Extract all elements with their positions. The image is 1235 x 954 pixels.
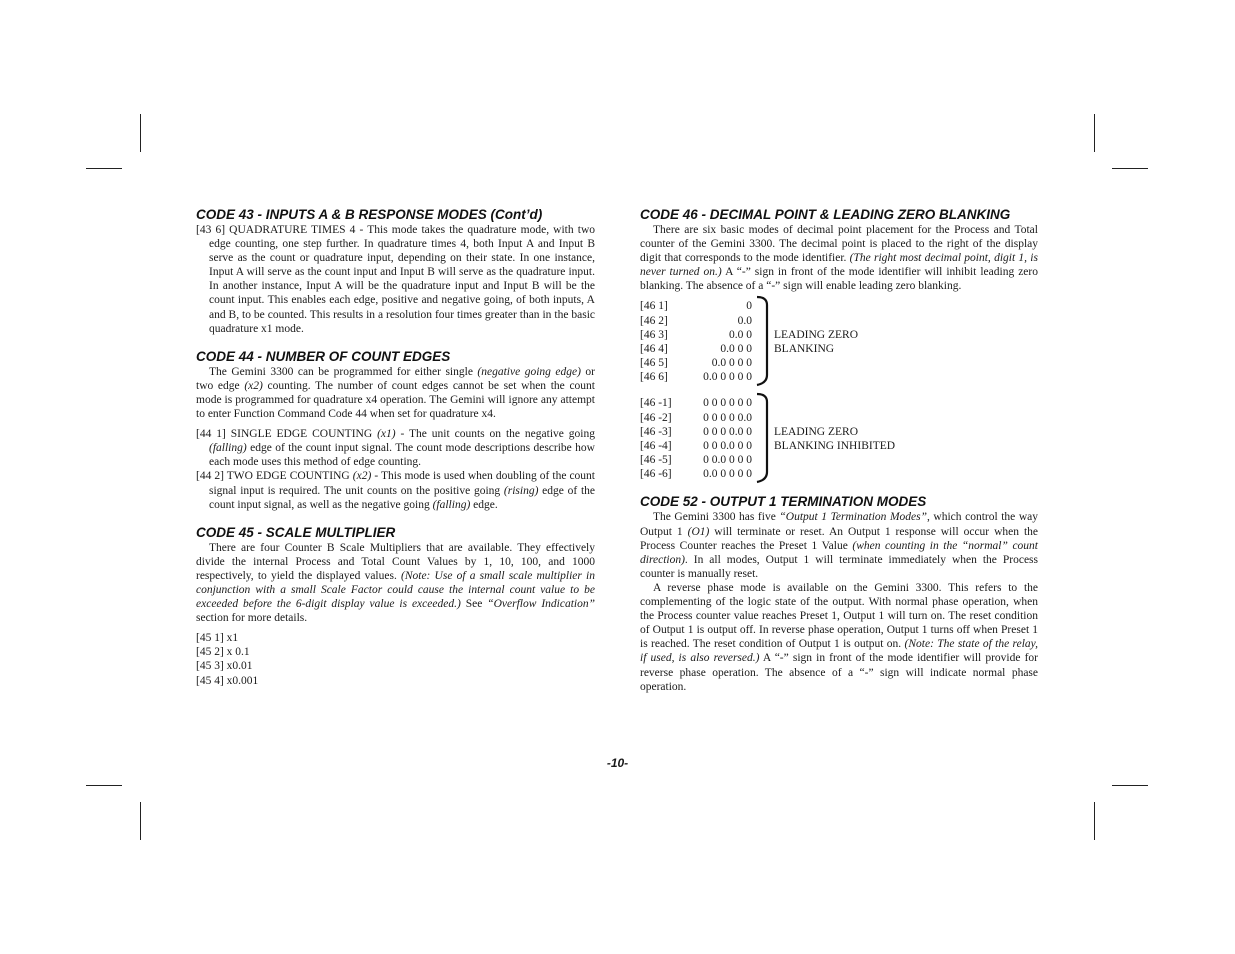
code52-emphasis: “Output 1 Termination Modes”	[779, 511, 927, 524]
table-row	[640, 411, 1038, 425]
mode-display: 0.0 0 0 0	[711, 356, 752, 369]
group-label: BLANKING	[774, 342, 835, 355]
code44-item-2	[196, 469, 595, 511]
code52-text: will terminate or reset. An Output 1 response will occur when the Process Counter reaches the Preset 1 Value	[640, 525, 1038, 552]
table-row	[640, 439, 1038, 453]
code46-note: (The right most decimal point, digit 1, is never turned on.)	[640, 252, 1038, 279]
table-row	[640, 453, 1038, 467]
crop-mark	[140, 802, 141, 840]
mode-display: 0.0	[737, 314, 752, 327]
crop-mark	[1112, 168, 1148, 169]
list-item: [45 1] x1	[196, 632, 239, 645]
code44-emphasis: (negative going edge)	[477, 365, 581, 378]
crop-mark	[140, 114, 141, 152]
code45-text: There are four Counter B Scale Multipliers that are available. They effectively divide the internal Process and Total Count Values by 1, 10, 100, and 1000 respectively, to yield the displayed values.	[196, 541, 595, 582]
crop-mark	[1094, 802, 1095, 840]
group-label: LEADING ZERO	[774, 425, 858, 438]
mode-code: [46 -2]	[640, 411, 672, 424]
mode-code: [46 1]	[640, 300, 668, 313]
table-row	[640, 425, 1038, 439]
curly-bracket-icon	[755, 392, 771, 484]
table-row	[640, 356, 1038, 370]
code52-text: . In all modes, Output 1 will terminate immediately when the Process counter is manually reset.	[640, 553, 1038, 580]
mode-display: 0.0 0 0 0 0	[703, 467, 752, 480]
code44-item-emphasis: (falling)	[209, 442, 247, 455]
list-item: [45 2] x 0.1	[196, 646, 250, 659]
code52-text: A “-” sign in front of the mode identifier will provide for reverse phase operation. The absence of a “-” sign will indicate normal phase operation.	[640, 652, 1038, 693]
code45-text: See	[460, 598, 488, 611]
code44-text: The Gemini 3300 can be programmed for either single	[209, 365, 478, 378]
list-item: [45 3] x0.01	[196, 660, 253, 673]
scale-multiplier-list	[196, 631, 595, 687]
right-column	[640, 206, 1038, 694]
code52-emphasis: (O1)	[687, 525, 710, 538]
code44-item-text: [44 2] TWO EDGE COUNTING	[196, 470, 353, 483]
mode-display: 0.0 0 0	[720, 342, 752, 355]
mode-display: 0 0.0 0 0 0	[703, 453, 752, 466]
code44-emphasis: (x2)	[244, 379, 263, 392]
page-number: -10-	[606, 756, 629, 770]
code52-paragraph-2	[640, 581, 1038, 694]
code52-heading: CODE 52 - OUTPUT 1 TERMINATION MODES	[640, 494, 927, 510]
code43-heading: CODE 43 - INPUTS A & B RESPONSE MODES (Cont’d)	[196, 207, 543, 222]
mode-code: [46 3]	[640, 328, 668, 341]
code45-reference: “Overflow Indication”	[487, 598, 595, 611]
table-row	[640, 370, 1038, 384]
mode-code: [46 -3]	[640, 425, 672, 438]
code45-heading: CODE 45 - SCALE MULTIPLIER	[196, 524, 396, 540]
table-row	[640, 299, 1038, 313]
mode-code: [46 -5]	[640, 453, 672, 466]
mode-code: [46 -4]	[640, 439, 672, 452]
mode-code: [46 -6]	[640, 467, 672, 480]
table-row	[640, 314, 1038, 328]
table-row	[640, 342, 1038, 356]
code52-text: , which control the way Output 1	[640, 511, 1038, 538]
code44-item-text: edge.	[470, 498, 498, 511]
list-item: [45 4] x0.001	[196, 674, 259, 687]
crop-mark	[1094, 114, 1095, 152]
code44-item-emphasis: (x2)	[352, 470, 372, 483]
mode-display: 0 0 0 0.0 0	[703, 425, 752, 438]
code52-text: A reverse phase mode is available on the Gemini 3300. This refers to the complementing of the logic state of the output. With normal phase operation, when the Process counter value reaches Preset 1, Output 1 will turn on. The reset condition of Output 1 is output off. In reverse phase operation, Output 1 turns off when Preset 1 is reached. The reset condition of Output 1 is output on.	[640, 581, 1038, 651]
code43-item	[196, 223, 595, 336]
code44-item-text: edge of the count input signal, as well as the negative going	[209, 484, 595, 511]
decimal-table-blanking-inhibited	[640, 396, 1038, 481]
curly-bracket-icon	[755, 295, 771, 387]
left-column	[196, 206, 595, 688]
mode-display: 0 0 0 0 0 0	[703, 397, 752, 410]
mode-code: [46 6]	[640, 370, 668, 383]
code52-note: (Note: The state of the relay, if used, is also reversed.)	[640, 638, 1038, 665]
code45-paragraph	[196, 541, 595, 626]
code52-emphasis: (when counting in the “normal” count direction)	[640, 539, 1038, 566]
group-label: LEADING ZERO	[774, 328, 858, 341]
code43-item-code: [43 6]	[196, 224, 226, 236]
crop-mark	[1112, 785, 1148, 786]
code46-text: A “-” sign in front of the mode identifier will inhibit leading zero blanking. The absence of a “-” sign will enable leading zero blanking.	[640, 266, 1038, 293]
table-row	[640, 328, 1038, 342]
code44-text: counting. The number of count edges cannot be set when the count mode is programmed for quadrature x4 operation. The Gemini will ignore any attempt to enter Function Command Code 44 when set for quadrature x4.	[196, 379, 595, 421]
mode-code: [46 -1]	[640, 397, 672, 410]
decimal-table-blanking	[640, 299, 1038, 384]
mode-display: 0	[746, 300, 752, 313]
code46-paragraph	[640, 223, 1038, 293]
code52-paragraph-1	[640, 510, 1038, 580]
crop-mark	[86, 168, 122, 169]
mode-display: 0.0 0	[729, 328, 752, 341]
code44-text: or two edge	[196, 365, 595, 392]
code46-text: There are six basic modes of decimal point placement for the Process and Total counter of the Gemini 3300. The decimal point is placed to the right of the display digit that corresponds to the mode identifier.	[640, 224, 1038, 265]
code45-text: section for more details.	[196, 612, 308, 625]
code44-item-text: edge of the count input signal. The count mode descriptions describe how each mode uses this method of edge counting.	[209, 442, 595, 469]
code44-item-text: - This mode is used when doubling of the count signal input is required. The unit counts on the positive going	[209, 470, 596, 497]
code44-item-emphasis: (rising)	[503, 484, 539, 497]
code44-item-emphasis: (falling)	[432, 498, 471, 511]
code44-paragraph	[196, 365, 595, 421]
code44-heading: CODE 44 - NUMBER OF COUNT EDGES	[196, 348, 451, 364]
mode-code: [46 2]	[640, 314, 668, 327]
code43-item-text: QUADRATURE TIMES 4 - This mode takes the quadrature mode, with two edge counting, one step further. In quadrature times 4, both Input A and Input B serve as the count or quadrature input, depending on their state. In one instance, Input A will serve as the count input and Input B will serve as the quadrature input. In another instance, Input A will be the quadrature input and Input B will be the count input. This enables each edge, positive and negative going, of both inputs, A and B, to be counted. This results in a resolution four times greater than in the basic quadrature x1 mode.	[209, 224, 595, 335]
table-row	[640, 396, 1038, 410]
crop-mark	[86, 785, 122, 786]
table-row	[640, 467, 1038, 481]
code44-item-text: [44 1] SINGLE EDGE COUNTING	[196, 428, 378, 441]
code46-heading: CODE 46 - DECIMAL POINT & LEADING ZERO BLANKING	[640, 207, 1011, 222]
mode-display: 0 0 0.0 0 0	[703, 439, 752, 452]
mode-code: [46 4]	[640, 342, 668, 355]
group-label: BLANKING INHIBITED	[774, 439, 896, 452]
mode-display: 0 0 0 0 0.0	[703, 411, 752, 424]
code44-item-text: - The unit counts on the negative going	[395, 428, 595, 441]
code44-item-1	[196, 427, 595, 469]
mode-display: 0.0 0 0 0 0	[703, 370, 752, 383]
code44-item-emphasis: (x1)	[377, 428, 396, 441]
code52-text: The Gemini 3300 has five	[653, 511, 780, 524]
code45-note: (Note: Use of a small scale multiplier in conjunction with a small Scale Factor could cause the internal count value to be exceeded before the 6-digit display value is exceeded.)	[196, 569, 595, 611]
mode-code: [46 5]	[640, 356, 668, 369]
